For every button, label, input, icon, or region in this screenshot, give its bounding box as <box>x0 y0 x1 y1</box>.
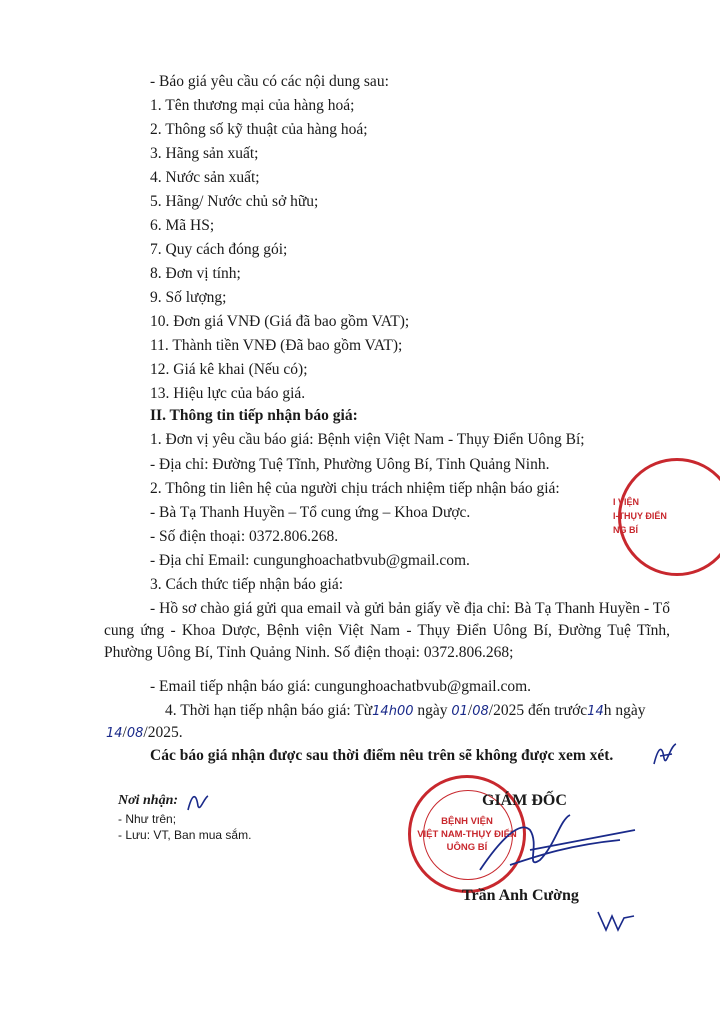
recipient-item: - Lưu: VT, Ban mua sắm. <box>118 828 252 842</box>
notice-line: Các báo giá nhận được sau thời điểm nêu trên sẽ không được xem xét. <box>150 747 614 764</box>
stamp-text: UÔNG BÍ <box>446 842 488 853</box>
deadline-prefix: 4. Thời hạn tiếp nhận báo giá: Từ <box>165 702 373 719</box>
stamp-text: BỆNH VIỆN <box>441 816 493 827</box>
stamp-text: VIỆT NAM-THỤY ĐIỂN <box>417 829 517 840</box>
stamp-text: NG BÍ <box>613 525 639 535</box>
intro-line: - Báo giá yêu cầu có các nội dung sau: <box>150 73 389 90</box>
list-item: 12. Giá kê khai (Nếu có); <box>150 361 308 378</box>
recipient-item: - Như trên; <box>118 812 177 826</box>
list-item: 1. Tên thương mại của hàng hoá; <box>150 97 355 114</box>
stamp-text: I VIỆN <box>613 497 640 507</box>
deadline-line: 4. Thời hạn tiếp nhận báo giá: Từ14h00 ngày 01/08/2025 đến trước14h ngày <box>165 702 646 719</box>
list-item: 11. Thành tiền VNĐ (Đã bao gồm VAT); <box>150 337 403 354</box>
deadline-month-1: 08 <box>472 704 489 719</box>
signer-name: Trần Anh Cường <box>462 887 579 904</box>
deadline-hour-2: 14 <box>587 704 604 719</box>
recipients-title: Nơi nhận: <box>118 793 179 808</box>
list-item: 8. Đơn vị tính; <box>150 265 241 282</box>
method-email: - Email tiếp nhận báo giá: cungunghoachatbvub@gmail.com. <box>150 678 532 695</box>
signature-title: GIÁM ĐỐC <box>482 792 567 809</box>
initial-mark-icon <box>594 904 638 938</box>
list-item: 4. Nước sản xuất; <box>150 169 260 186</box>
list-item: 5. Hãng/ Nước chủ sở hữu; <box>150 193 319 210</box>
method-title: 3. Cách thức tiếp nhận báo giá: <box>150 576 344 593</box>
list-item: 9. Số lượng; <box>150 289 227 306</box>
deadline-mid-3: h ngày <box>603 702 646 719</box>
address-line: - Địa chỉ: Đường Tuệ Tĩnh, Phường Uông Bí, Tỉnh Quảng Ninh. <box>150 456 550 473</box>
deadline-line-2: 14/08/2025. <box>106 724 183 741</box>
deadline-day-2: 14 <box>106 726 123 741</box>
deadline-mid-2: /2025 đến trước <box>488 702 588 719</box>
unit-line: 1. Đơn vị yêu cầu báo giá: Bệnh viện Việt Nam - Thụy Điển Uông Bí; <box>150 431 585 448</box>
deadline-tail: /2025. <box>143 724 183 741</box>
initial-mark-icon <box>648 738 682 772</box>
deadline-mid-1: ngày <box>417 702 448 719</box>
initial-mark-icon <box>184 788 212 816</box>
list-item: 10. Đơn giá VNĐ (Giá đã bao gồm VAT); <box>150 313 410 330</box>
deadline-hour-1: 14h00 <box>372 704 414 719</box>
deadline-day-1: 01 <box>451 704 468 719</box>
stamp-text: I-THỤY ĐIỂN <box>613 511 667 521</box>
contact-name: - Bà Tạ Thanh Huyền – Tổ cung ứng – Khoa Dược. <box>150 504 471 521</box>
contact-email: - Địa chỉ Email: cungunghoachatbvub@gmail.com. <box>150 552 470 569</box>
contact-phone: - Số điện thoại: 0372.806.268. <box>150 528 339 545</box>
signature-icon <box>470 800 640 890</box>
contact-title: 2. Thông tin liên hệ của người chịu trách nhiệm tiếp nhận báo giá: <box>150 480 560 497</box>
list-item: 2. Thông số kỹ thuật của hàng hoá; <box>150 121 368 138</box>
partial-stamp <box>613 458 720 576</box>
list-item: 13. Hiệu lực của báo giá. <box>150 385 306 402</box>
list-item: 7. Quy cách đóng gói; <box>150 241 288 258</box>
list-item: 6. Mã HS; <box>150 217 215 234</box>
deadline-month-2: 08 <box>126 726 144 741</box>
list-item: 3. Hãng sản xuất; <box>150 145 259 162</box>
section-2-title: II. Thông tin tiếp nhận báo giá: <box>150 407 358 424</box>
method-paragraph: - Hồ sơ chào giá gửi qua email và gửi bản giấy về địa chỉ: Bà Tạ Thanh Huyền - Tổ cung ứng - Khoa Dược, Bệnh viện Việt Nam - Thụy Điển Uông Bí, Đường Tuệ Tĩnh, Phường Uông Bí, Tỉnh Quảng Ninh. Số điện thoại: 0372.806.268; <box>104 600 670 661</box>
